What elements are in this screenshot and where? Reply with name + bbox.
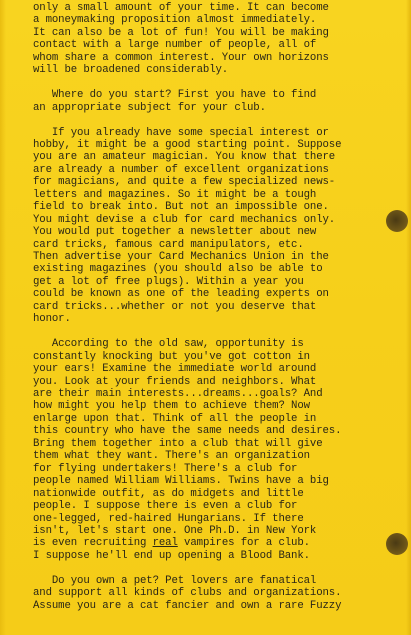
text-line: Assume you are a cat fancier and own a rare Fuzzy: [33, 599, 342, 612]
text-line: Bring them together into a club that will give: [33, 437, 323, 450]
text-line: people. I suppose there is even a club for: [33, 500, 298, 513]
text-line: people named William Williams. Twins have a big: [33, 475, 329, 488]
text-line: an appropriate subject for your club.: [33, 101, 266, 114]
text-line: for flying undertakers! There's a club for: [33, 462, 298, 475]
text-line: you. Look at your friends and neighbors. What: [33, 375, 317, 388]
text-line: card tricks...whether or not you deserve that: [33, 300, 317, 313]
underlined-word: real: [152, 537, 178, 550]
text-line: If you already have some special interest or: [33, 126, 329, 139]
text-line: for magicians, and quite a few specialized news-: [33, 176, 336, 189]
text-line: constantly knocking but you've got cotton in: [33, 350, 310, 363]
text-line: could be known as one of the leading experts on: [33, 288, 329, 301]
paragraph-3: [33, 127, 395, 326]
text-line: get a lot of free plugs). Within a year you: [33, 275, 304, 288]
text-line: Where do you start? First you have to find: [33, 89, 317, 102]
text-line: Do you own a pet? Pet lovers are fanatical: [33, 574, 317, 587]
text-line: whom share a common interest. Your own horizons: [33, 51, 329, 64]
text-line: them what they want. There's an organization: [33, 450, 310, 463]
text-line: and support all kinds of clubs and organizations.: [33, 587, 342, 600]
text-line: isn't, let's start one. One Ph.D. in New York: [33, 524, 317, 537]
text-line: a moneymaking proposition almost immediately.: [33, 14, 317, 27]
text-line: your ears! Examine the immediate world around: [33, 363, 317, 376]
text-line: only a small amount of your time. It can become: [33, 2, 329, 14]
text-line: are their main interests...dreams...goals? And: [33, 388, 323, 400]
text-line: field to break into. But not an impossible one.: [33, 201, 329, 214]
text-line: contact with a large number of people, all of: [33, 39, 317, 52]
text-line: You might devise a club for card mechanics only.: [33, 213, 336, 226]
text-line: card tricks, famous card manipulators, etc.: [33, 238, 304, 251]
text-line: how might you help them to achieve them? Now: [33, 400, 310, 413]
paragraph-gap: [33, 77, 395, 89]
text-line: you are an amateur magician. You know that there: [33, 151, 336, 164]
text-line: letters and magazines. So it might be a tough: [33, 188, 317, 201]
paragraph-4: [33, 338, 395, 562]
text-line: hobby, it might be a good starting point. Suppose: [33, 138, 342, 151]
text-line: honor.: [33, 313, 71, 326]
paragraph-5: [33, 575, 395, 612]
text-line: are already a number of excellent organizations: [33, 163, 329, 176]
text-line: nationwide outfit, as do midgets and little: [33, 487, 304, 500]
text-line: existing magazines (you should also be able to: [33, 263, 323, 276]
text-line: According to the old saw, opportunity is: [33, 338, 304, 351]
text-line: Then advertise your Card Mechanics Union in the: [33, 251, 329, 264]
paragraph-gap: [33, 326, 395, 338]
text-line: one-legged, red-haired Hungarians. If there: [33, 512, 304, 525]
text-line: enlarge upon that. Think of all the people in: [33, 412, 317, 425]
text-line: this country who have the same needs and desires.: [33, 425, 342, 438]
text-line: You would put together a newsletter about new: [33, 226, 317, 239]
text-line: It can also be a lot of fun! You will be making: [33, 26, 329, 39]
paragraph-gap: [33, 114, 395, 126]
text-line: is even recruiting real vampires for a club.: [33, 537, 310, 550]
paragraph-2: [33, 89, 395, 114]
body-text: [33, 2, 395, 612]
page-edge-left: [0, 0, 6, 635]
paragraph-1: [33, 2, 395, 77]
text-line: will be broadened considerably.: [33, 64, 229, 77]
paragraph-gap: [33, 562, 395, 574]
text-line: I suppose he'll end up opening a Blood Bank.: [33, 549, 310, 562]
